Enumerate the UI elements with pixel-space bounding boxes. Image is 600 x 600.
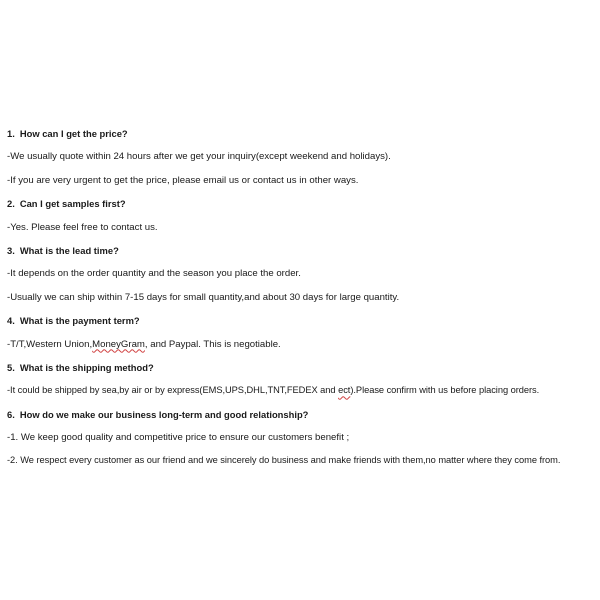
answer-text-before: -It could be shipped by sea,by air or by express(EMS,UPS,DHL,TNT,FEDEX and [7,385,339,396]
question-number: 2. [7,198,15,210]
question-text: Can I get samples first? [19,198,126,210]
faq-question-2 [7,192,597,215]
faq-question-5 [7,356,597,379]
question-number: 1. [7,128,15,139]
question-number: 6. [7,408,15,420]
faq-answer-1-line-1: -We usually quote within 24 hours after we get your inquiry(except weekend and holidays). [7,151,391,163]
faq-answer-3-line-1: -It depends on the order quantity and the season you place the order. [7,268,301,280]
spellcheck-marked-word: ect [338,385,351,396]
spellcheck-marked-word: MoneyGram [92,338,145,350]
faq-answer-6-line-2: -2. We respect every customer as our friend and we sincerely do business and make friends with them,no matter where they come from. [7,455,561,466]
answer-text-after: , and Paypal. This is negotiable. [144,338,281,350]
faq-answer-2-line-1: -Yes. Please feel free to contact us. [7,221,158,233]
answer-text-before: -T/T,Western Union, [7,338,93,350]
faq-question-3 [7,239,597,262]
faq-question-1 [7,122,597,145]
faq-answer-5-line-1 [7,379,597,402]
question-text: What is the lead time? [19,244,119,256]
question-number: 5. [7,361,15,373]
faq-question-4 [7,309,597,332]
faq-answer-4-line-1 [7,333,597,356]
faq-answer-1-line-2: -If you are very urgent to get the price, please email us or contact us in other ways. [7,174,359,186]
faq-answer-3-line-2: -Usually we can ship within 7-15 days for small quantity,and about 30 days for large quantity. [7,291,400,303]
question-text: How can I get the price? [19,128,128,139]
question-number: 4. [7,315,15,327]
question-text: How do we make our business long-term and good relationship? [19,408,309,420]
faq-answer-6-line-1: -1. We keep good quality and competitive price to ensure our customers benefit ; [7,432,350,444]
question-text: What is the shipping method? [19,361,154,373]
answer-text-after: ).Please confirm with us before placing orders. [350,385,540,396]
faq-document [7,122,597,473]
question-number: 3. [7,244,15,256]
question-text: What is the payment term? [19,315,140,327]
faq-question-6 [7,403,597,426]
